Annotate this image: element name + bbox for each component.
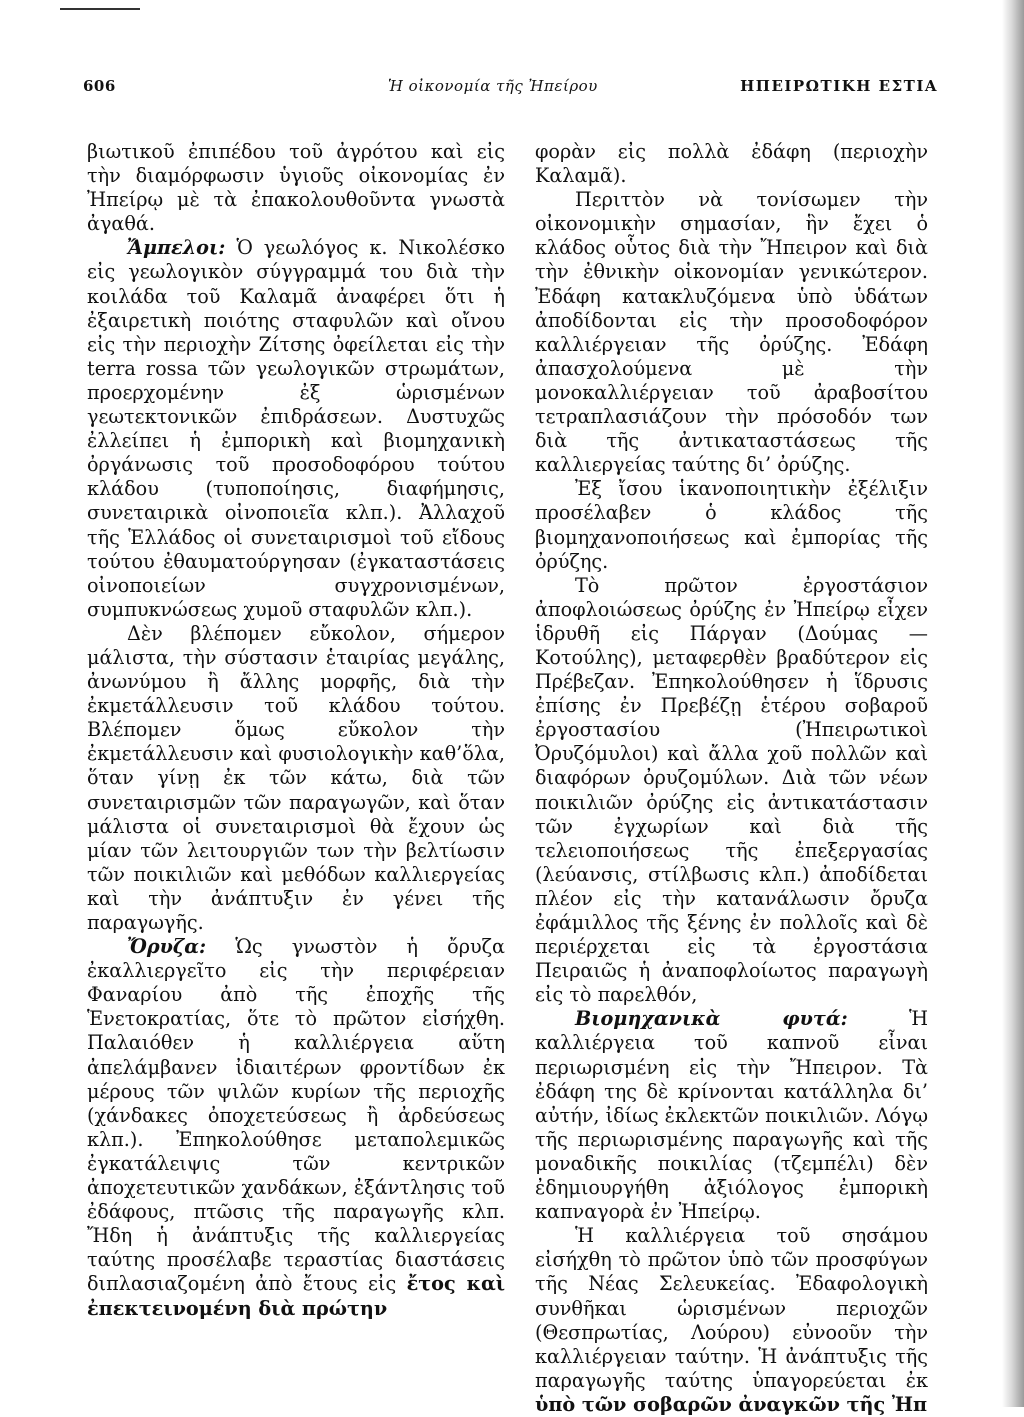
paragraph: Περιττὸν νὰ τονίσωμεν τὴν οἰκονομικὴν σημασίαν, ἣν ἔχει ὁ κλάδος οὗτος διὰ τὴν Ἤπειρον καὶ διὰ τὴν ἐθνικὴν οἰκονομίαν γενικώτερον. Ἐδάφη κατακλυζόμενα ὑπὸ ὑδάτων ἀποδίδονται εἰς τὴν προσοδοφόρον καλλιέργειαν τῆς ὀρύζης. Ἐδάφη ἀπασχολούμενα μὲ τὴν μονοκαλλιέργειαν τοῦ ἀραβοσίτου τετραπλασιάζουν τὴν πρόσοδόν των διὰ τῆς ἀντικαταστάσεως τῆς καλλιεργείας ταύτης δι’ ὀρύζης. (535, 188, 928, 477)
paragraph: Δὲν βλέπομεν εὔκολον, σήμερον μάλιστα, τὴν σύστασιν ἑταιρίας μεγάλης, ἀνωνύμου ἢ ἄλλης μορφῆς, διὰ τὴν ἐκμετάλλευσιν τοῦ κλάδου τούτου. Βλέπομεν ὅμως εὔκολον τὴν ἐκμετάλλευσιν καὶ φυσιολογικὴν καθ’ὅλα, ὅταν γίνῃ ἐκ τῶν κάτω, διὰ τῶν συνεταιρισμῶν τῶν παραγωγῶν, καὶ ὅταν μάλιστα οἱ συνεταιρισμοὶ θὰ ἔχουν ὡς μίαν τῶν λειτουργιῶν των τὴν βελτίωσιν τῶν ποικιλιῶν καὶ μεθόδων καλλιεργείας καὶ τὴν ἀνάπτυξιν ἐν γένει τῆς παραγωγῆς. (87, 621, 505, 934)
paragraph: φορὰν εἰς πολλὰ ἐδάφη (περιοχὴν Καλαμᾶ). (535, 140, 928, 188)
paragraph-rice (87, 935, 505, 1321)
right-column (535, 140, 928, 1417)
paragraph-last-line: ὑπὸ τῶν σοβαρῶν ἀναγκῶν τῆς Ἠπ (535, 1392, 928, 1416)
paragraph-text: Ἡ καλλιέργεια τοῦ καπνοῦ εἶναι περιωρισμένη εἰς τὴν Ἤπειρον. Τὰ ἐδάφη της δὲ κρίνονται κατάλληλα δι’ αὐτήν, ἰδίως ἐκλεκτῶν ποικιλιῶν. Λόγῳ τῆς περιωρισμένης παραγωγῆς καὶ τῆς μοναδικῆς ποικιλίας (τζεμπέλι) δὲν ἐδημιουργήθη ἀξιόλογος ἐμπορικὴ καπναγορὰ ἐν Ἠπείρῳ. (535, 1007, 929, 1224)
section-heading-industrial-plants: Βιομηχανικὰ φυτά: (575, 1007, 848, 1031)
paragraph: βιωτικοῦ ἐπιπέδου τοῦ ἀγρότου καὶ εἰς τὴν διαμόρφωσιν ὑγιοῦς οἰκονομίας ἐν Ἠπείρῳ μὲ τὰ ἐπακολουθοῦντα γνωστὰ ἀγαθά. (87, 140, 505, 236)
running-title: Ἡ οἰκονομία τῆς Ἠπείρου (388, 77, 598, 95)
section-heading-rice: Ὄρυζα: (127, 935, 207, 959)
paragraph-text: Ὁ γεωλόγος κ. Νικολέσκο εἰς γεωλογικὸν σύγγραμμά του διὰ τὴν κοιλάδα τοῦ Καλαμᾶ ἀναφέρει ὅτι ἡ ἐξαιρετικὴ ποιότης σταφυλῶν καὶ οἴνου εἰς τὴν περιοχὴν Ζίτσης ὀφείλεται εἰς τὴν terra rossa τῶν γεωλογικῶν στρωμάτων, προερχομένην ἐξ ὡρισμένων γεωτεκτονικῶν ἐπιδράσεων. Δυστυχῶς ἐλλείπει ἡ ἐμπορικὴ καὶ βιομηχανικὴ ὀργάνωσις τοῦ προσοδοφόρου τούτου κλάδου (τυποποίησις, διαφήμησις, συνεταιρικὰ οἰνοποιεῖα κλπ.). Ἀλλαχοῦ τῆς Ἑλλάδος οἱ συνεταιρισμοὶ τοῦ εἴδους τούτου ἐθαυματούργησαν (ἐγκαταστάσεις οἰνοποιείων συγχρονισμένων, συμπυκνώσεως χυμοῦ σταφυλῶν κλπ.). (87, 236, 505, 621)
paragraph-last-line: ἔτος καὶ ἐπεκτεινομένη διὰ πρώτην (87, 1272, 506, 1320)
section-heading-vines: Ἄμπελοι: (127, 236, 226, 260)
scan-edge-shadow (1002, 0, 1024, 1407)
journal-title: ΗΠΕΙΡΩΤΙΚΗ ΕΣΤΙΑ (740, 77, 938, 95)
paragraph-text: Ἡ καλλιέργεια τοῦ σησάμου εἰσήχθη τὸ πρῶτον ὑπὸ τῶν προσφύγων τῆς Νέας Σελευκείας. Ἐδαφολογικὴ συνθῆκαι ὡρισμένων περιοχῶν (Θεσπρωτίας, Λούρου) εὐνοοῦν τὴν καλλιέργειαν ταύτην. Ἡ ἀνάπτυξις τῆς παραγωγῆς ταύτης ὑπαγορεύεται ἐκ (535, 1224, 928, 1392)
left-column (87, 140, 505, 1321)
top-rule (60, 8, 140, 10)
page-header (83, 77, 938, 107)
paragraph-industrial-plants (535, 1007, 928, 1224)
paragraph-sesame (535, 1224, 928, 1417)
paragraph-vines (87, 236, 505, 622)
paragraph: Τὸ πρῶτον ἐργοστάσιον ἀποφλοιώσεως ὀρύζης ἐν Ἠπείρῳ εἶχεν ἱδρυθῆ εἰς Πάργαν (Δούμας — Κοτούλης), μεταφερθὲν βραδύτερον εἰς Πρέβεζαν. Ἐπηκολούθησεν ἡ ἵδρυσις ἐπίσης ἐν Πρεβέζῃ ἑτέρου σοβαροῦ ἐργοστασίου (Ἠπειρωτικοὶ Ὀρυζόμυλοι) καὶ ἄλλα χοῦ πολλῶν καὶ διαφόρων ὀρυζομύλων. Διὰ τῶν νέων ποικιλιῶν ὀρύζης εἰς ἀντικατάστασιν τῶν ἐγχωρίων καὶ διὰ τῆς τελειοποιήσεως τῆς ἐπεξεργασίας (λεύανσις, στίλβωσις κλπ.) ἀποδίδεται πλέον εἰς τὴν κατανάλωσιν ὄρυζα ἐφάμιλλος τῆς ξένης ἐν πολλοῖς καὶ δὲ περιέρχεται εἰς τὰ ἐργοστάσια Πειραιῶς ἡ ἀναποφλοίωτος παραγωγὴ εἰς τὸ παρελθόν, (535, 573, 928, 1007)
paragraph-text: Ὡς γνωστὸν ἡ ὄρυζα ἐκαλλιεργεῖτο εἰς τὴν περιφέρειαν Φαναρίου ἀπὸ τῆς ἐποχῆς τῆς Ἑνετοκρατίας, ὅτε τὸ πρῶτον εἰσήχθη. Παλαιόθεν ἡ καλλιέργεια αὕτη ἀπελάμβανεν ἰδιαιτέρων φροντίδων ἐκ μέρους τῶν ψιλῶν κυρίων τῆς περιοχῆς (χάνδακες ὀποχετεύσεως ἢ ἀρδεύσεως κλπ.). Ἐπηκολούθησε μεταπολεμικῶς ἐγκατάλειψις τῶν κεντρικῶν ἀποχετευτικῶν χανδάκων, ἐξάντλησις τοῦ ἐδάφους, πτῶσις τῆς παραγωγῆς κλπ. Ἤδη ἡ ἀνάπτυξις τῆς καλλιεργείας ταύτης προσέλαβε τεραστίας διαστάσεις διπλασιαζομένη ἀπὸ ἔτους εἰς (87, 935, 505, 1296)
page-number: 606 (83, 77, 116, 95)
paragraph: Ἐξ ἴσου ἱκανοποιητικὴν ἐξέλιξιν προσέλαβεν ὁ κλάδος τῆς βιομηχανοποιήσεως καὶ ἐμπορίας τῆς ὀρύζης. (535, 477, 928, 573)
